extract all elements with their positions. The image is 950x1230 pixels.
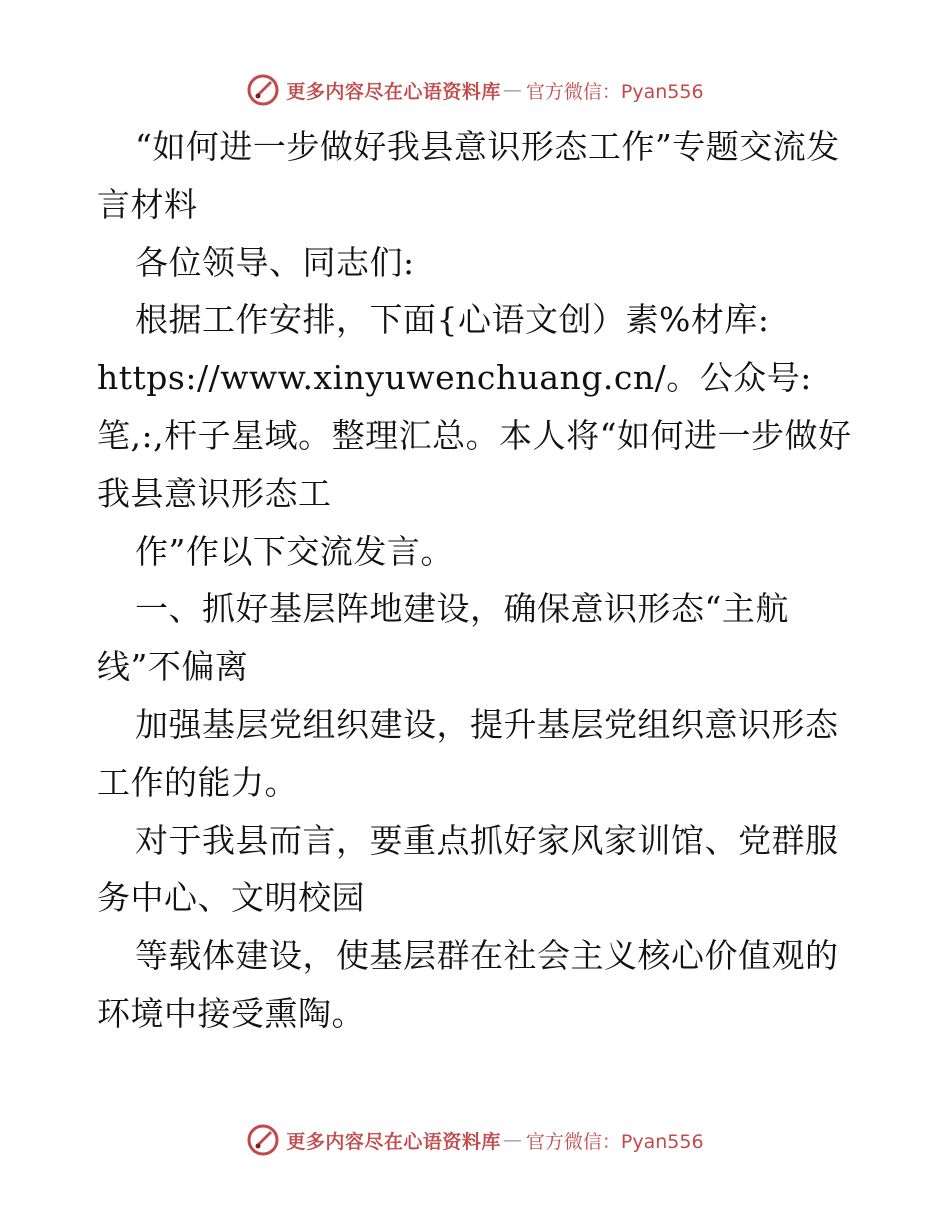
brand-wechat: 官方微信：Pyan556 — [525, 1130, 704, 1153]
paragraph: 笔,:,杆子星域。整理汇总。本人将“如何进一步做好我县意识形态工 — [97, 415, 852, 513]
brand-text: 更多内容尽在心语资料库 — [286, 80, 501, 103]
paragraph: 作”作以下交流发言。 — [135, 531, 454, 571]
brand-dash: — — [502, 79, 522, 101]
paragraph: 对于我县而言，要重点抓好家风家训馆、党群服务中心、文明校园 — [97, 820, 839, 918]
header-watermark — [0, 70, 950, 110]
paragraph: 加强基层党组织建设，提升基层党组织意识形态工作的能力。 — [97, 704, 839, 802]
brand-logo-icon — [246, 73, 280, 107]
brand-text: 更多内容尽在心语资料库 — [286, 1130, 501, 1153]
document-title: “如何进一步做好我县意识形态工作”专题交流发言材料 — [97, 127, 840, 224]
footer-watermark — [0, 1120, 950, 1160]
paragraph: 根据工作安排，下面{心语文创）素%材库: — [135, 300, 770, 340]
paragraph: 各位领导、同志们: — [135, 242, 415, 282]
paragraph-url: https://www.xinyuwenchuang.cn/。公众号: — [97, 358, 812, 398]
brand-dash: — — [502, 1129, 522, 1151]
document-body — [97, 118, 857, 1043]
paragraph: 等载体建设，使基层群在社会主义核心价值观的环境中接受熏陶。 — [97, 936, 839, 1033]
section-heading: 一、抓好基层阵地建设，确保意识形态“主航线”不偏离 — [97, 589, 789, 687]
brand-logo-icon — [246, 1123, 280, 1157]
brand-wechat: 官方微信：Pyan556 — [525, 80, 704, 103]
